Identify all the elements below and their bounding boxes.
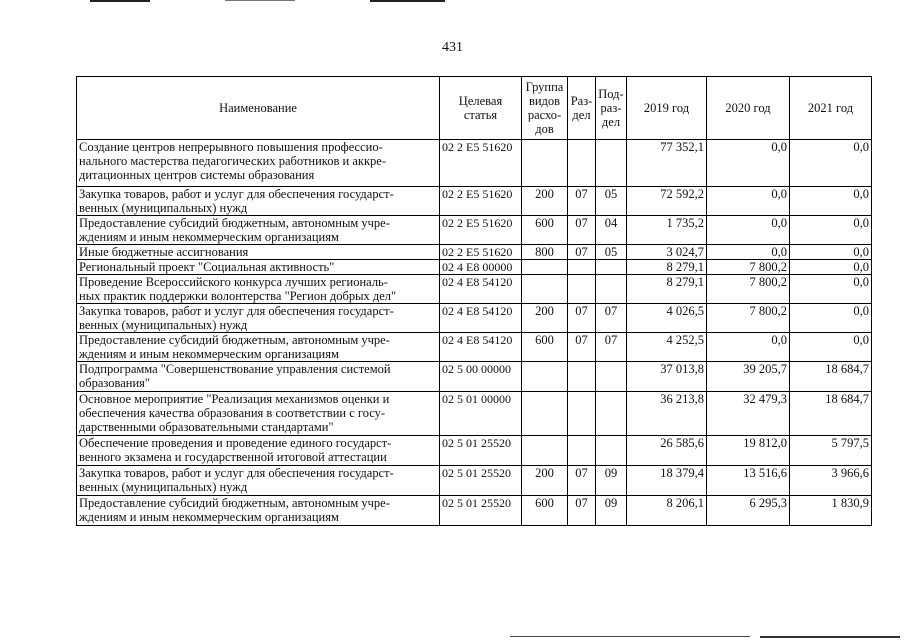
cell-2019: 18 379,4 bbox=[627, 466, 707, 496]
cell-name bbox=[77, 466, 440, 496]
cell-subsection bbox=[596, 275, 627, 304]
cell-name bbox=[77, 362, 440, 392]
table-body bbox=[77, 140, 872, 526]
cell-subsection: 09 bbox=[596, 496, 627, 526]
scan-artifact-top-middle bbox=[225, 0, 295, 1]
cell-name bbox=[77, 245, 440, 260]
cell-subsection bbox=[596, 362, 627, 392]
cell-target: 02 4 E8 00000 bbox=[440, 260, 522, 275]
scan-artifact-bottom-right bbox=[760, 636, 900, 638]
scan-artifact-bottom-left bbox=[510, 636, 750, 637]
cell-group: 200 bbox=[522, 466, 568, 496]
cell-name-line: ных практик поддержки волонтерства "Регион добрых дел" bbox=[79, 289, 397, 303]
cell-group: 600 bbox=[522, 333, 568, 362]
cell-name-line: обеспечения качества образования в соответствии с госу- bbox=[79, 406, 386, 420]
cell-subsection bbox=[596, 392, 627, 436]
cell-target: 02 2 E5 51620 bbox=[440, 216, 522, 245]
cell-section: 07 bbox=[568, 245, 596, 260]
cell-2019: 8 206,1 bbox=[627, 496, 707, 526]
cell-2021: 0,0 bbox=[790, 275, 872, 304]
cell-2019: 1 735,2 bbox=[627, 216, 707, 245]
cell-subsection: 07 bbox=[596, 304, 627, 333]
table-row bbox=[77, 436, 872, 466]
cell-2020: 0,0 bbox=[707, 333, 790, 362]
cell-section: 07 bbox=[568, 216, 596, 245]
table-row bbox=[77, 392, 872, 436]
cell-group bbox=[522, 275, 568, 304]
cell-name-line: Предоставление субсидий бюджетным, автономным учре- bbox=[79, 333, 390, 347]
cell-name-line: Основное мероприятие "Реализация механизмов оценки и bbox=[79, 392, 390, 406]
cell-subsection: 05 bbox=[596, 187, 627, 216]
cell-2021: 0,0 bbox=[790, 245, 872, 260]
cell-2021: 0,0 bbox=[790, 216, 872, 245]
header-target: Целевая статья bbox=[440, 77, 522, 140]
cell-2019: 4 252,5 bbox=[627, 333, 707, 362]
cell-name bbox=[77, 275, 440, 304]
cell-group: 600 bbox=[522, 216, 568, 245]
cell-target: 02 5 01 00000 bbox=[440, 392, 522, 436]
scan-artifact-top-right bbox=[370, 0, 445, 2]
cell-2019: 26 585,6 bbox=[627, 436, 707, 466]
header-section: Раз- дел bbox=[568, 77, 596, 140]
table-row bbox=[77, 260, 872, 275]
cell-target: 02 2 E5 51620 bbox=[440, 245, 522, 260]
table-row bbox=[77, 333, 872, 362]
cell-name-line: Создание центров непрерывного повышения профессио- bbox=[79, 140, 383, 154]
table-row bbox=[77, 140, 872, 187]
header-2021: 2021 год bbox=[790, 77, 872, 140]
cell-2020: 39 205,7 bbox=[707, 362, 790, 392]
cell-2021: 3 966,6 bbox=[790, 466, 872, 496]
cell-name bbox=[77, 333, 440, 362]
cell-2020: 32 479,3 bbox=[707, 392, 790, 436]
cell-subsection bbox=[596, 260, 627, 275]
header-2020: 2020 год bbox=[707, 77, 790, 140]
cell-name bbox=[77, 187, 440, 216]
cell-target: 02 2 E5 51620 bbox=[440, 187, 522, 216]
cell-target: 02 5 00 00000 bbox=[440, 362, 522, 392]
cell-2021: 0,0 bbox=[790, 304, 872, 333]
cell-name-line: венного экзамена и государственной итоговой аттестации bbox=[79, 450, 387, 464]
cell-name-line: ждениям и иным некоммерческим организациям bbox=[79, 510, 339, 524]
cell-target: 02 5 01 25520 bbox=[440, 496, 522, 526]
cell-section bbox=[568, 275, 596, 304]
cell-2020: 0,0 bbox=[707, 216, 790, 245]
cell-2019: 3 024,7 bbox=[627, 245, 707, 260]
cell-name-line: Закупка товаров, работ и услуг для обеспечения государст- bbox=[79, 466, 394, 480]
cell-section bbox=[568, 362, 596, 392]
cell-2019: 36 213,8 bbox=[627, 392, 707, 436]
cell-2020: 19 812,0 bbox=[707, 436, 790, 466]
cell-target: 02 4 E8 54120 bbox=[440, 333, 522, 362]
cell-group bbox=[522, 392, 568, 436]
cell-name-line: Проведение Всероссийского конкурса лучших региональ- bbox=[79, 275, 388, 289]
cell-subsection: 09 bbox=[596, 466, 627, 496]
scan-artifact-top-left bbox=[90, 0, 150, 2]
cell-target: 02 4 E8 54120 bbox=[440, 304, 522, 333]
cell-target: 02 5 01 25520 bbox=[440, 436, 522, 466]
cell-name-line: образования" bbox=[79, 376, 151, 390]
table-row bbox=[77, 496, 872, 526]
cell-name bbox=[77, 140, 440, 187]
cell-name-line: Иные бюджетные ассигнования bbox=[79, 245, 249, 259]
cell-name-line: венных (муниципальных) нужд bbox=[79, 480, 248, 494]
cell-2019: 72 592,2 bbox=[627, 187, 707, 216]
cell-name-line: дарственными образовательными стандартами" bbox=[79, 420, 334, 434]
cell-2020: 0,0 bbox=[707, 140, 790, 187]
cell-subsection bbox=[596, 140, 627, 187]
cell-group: 600 bbox=[522, 496, 568, 526]
cell-2021: 0,0 bbox=[790, 140, 872, 187]
cell-name-line: Обеспечение проведения и проведение единого государст- bbox=[79, 436, 392, 450]
cell-2021: 0,0 bbox=[790, 187, 872, 216]
budget-table bbox=[76, 76, 872, 526]
table-row bbox=[77, 362, 872, 392]
header-group: Группа видов расхо- дов bbox=[522, 77, 568, 140]
cell-2020: 13 516,6 bbox=[707, 466, 790, 496]
cell-2020: 7 800,2 bbox=[707, 260, 790, 275]
cell-name-line: Закупка товаров, работ и услуг для обеспечения государст- bbox=[79, 187, 394, 201]
cell-2020: 0,0 bbox=[707, 187, 790, 216]
cell-section bbox=[568, 140, 596, 187]
cell-section: 07 bbox=[568, 304, 596, 333]
cell-name bbox=[77, 496, 440, 526]
cell-group: 200 bbox=[522, 304, 568, 333]
table-row bbox=[77, 275, 872, 304]
cell-2020: 7 800,2 bbox=[707, 304, 790, 333]
cell-name-line: Подпрограмма "Совершенствование управления системой bbox=[79, 362, 391, 376]
cell-section: 07 bbox=[568, 187, 596, 216]
cell-name-line: ждениям и иным некоммерческим организациям bbox=[79, 347, 339, 361]
cell-name-line: венных (муниципальных) нужд bbox=[79, 201, 248, 215]
cell-2019: 37 013,8 bbox=[627, 362, 707, 392]
cell-2020: 0,0 bbox=[707, 245, 790, 260]
cell-group bbox=[522, 260, 568, 275]
cell-name-line: нального мастерства педагогических работников и аккре- bbox=[79, 154, 386, 168]
cell-section bbox=[568, 392, 596, 436]
cell-section: 07 bbox=[568, 496, 596, 526]
cell-name bbox=[77, 260, 440, 275]
cell-2019: 8 279,1 bbox=[627, 260, 707, 275]
page-number: 431 bbox=[442, 40, 463, 55]
table-row bbox=[77, 187, 872, 216]
cell-group bbox=[522, 436, 568, 466]
cell-target: 02 5 01 25520 bbox=[440, 466, 522, 496]
cell-name-line: Закупка товаров, работ и услуг для обеспечения государст- bbox=[79, 304, 394, 318]
cell-section bbox=[568, 436, 596, 466]
cell-name-line: венных (муниципальных) нужд bbox=[79, 318, 248, 332]
table-row bbox=[77, 216, 872, 245]
cell-subsection: 04 bbox=[596, 216, 627, 245]
cell-2021: 0,0 bbox=[790, 260, 872, 275]
cell-section: 07 bbox=[568, 466, 596, 496]
cell-group bbox=[522, 140, 568, 187]
cell-2021: 0,0 bbox=[790, 333, 872, 362]
cell-section bbox=[568, 260, 596, 275]
cell-2019: 77 352,1 bbox=[627, 140, 707, 187]
cell-name-line: Предоставление субсидий бюджетным, автономным учре- bbox=[79, 216, 390, 230]
cell-section: 07 bbox=[568, 333, 596, 362]
header-2019: 2019 год bbox=[627, 77, 707, 140]
cell-target: 02 2 E5 51620 bbox=[440, 140, 522, 187]
cell-name-line: Региональный проект "Социальная активность" bbox=[79, 260, 335, 274]
cell-name-line: Предоставление субсидий бюджетным, автономным учре- bbox=[79, 496, 390, 510]
cell-group bbox=[522, 362, 568, 392]
cell-name bbox=[77, 392, 440, 436]
cell-2021: 5 797,5 bbox=[790, 436, 872, 466]
cell-name bbox=[77, 216, 440, 245]
table-row bbox=[77, 466, 872, 496]
cell-name-line: дитационных центров системы образования bbox=[79, 168, 315, 182]
cell-2021: 1 830,9 bbox=[790, 496, 872, 526]
cell-subsection bbox=[596, 436, 627, 466]
cell-2021: 18 684,7 bbox=[790, 362, 872, 392]
header-subsection: Под- раз- дел bbox=[596, 77, 627, 140]
cell-2019: 4 026,5 bbox=[627, 304, 707, 333]
cell-name-line: ждениям и иным некоммерческим организациям bbox=[79, 230, 339, 244]
table-row bbox=[77, 245, 872, 260]
cell-2021: 18 684,7 bbox=[790, 392, 872, 436]
cell-2020: 7 800,2 bbox=[707, 275, 790, 304]
cell-group: 200 bbox=[522, 187, 568, 216]
cell-2019: 8 279,1 bbox=[627, 275, 707, 304]
table-header-row bbox=[77, 77, 872, 140]
cell-name bbox=[77, 436, 440, 466]
cell-target: 02 4 E8 54120 bbox=[440, 275, 522, 304]
cell-subsection: 05 bbox=[596, 245, 627, 260]
cell-subsection: 07 bbox=[596, 333, 627, 362]
cell-group: 800 bbox=[522, 245, 568, 260]
cell-name bbox=[77, 304, 440, 333]
header-name: Наименование bbox=[77, 77, 440, 140]
cell-2020: 6 295,3 bbox=[707, 496, 790, 526]
table-row bbox=[77, 304, 872, 333]
